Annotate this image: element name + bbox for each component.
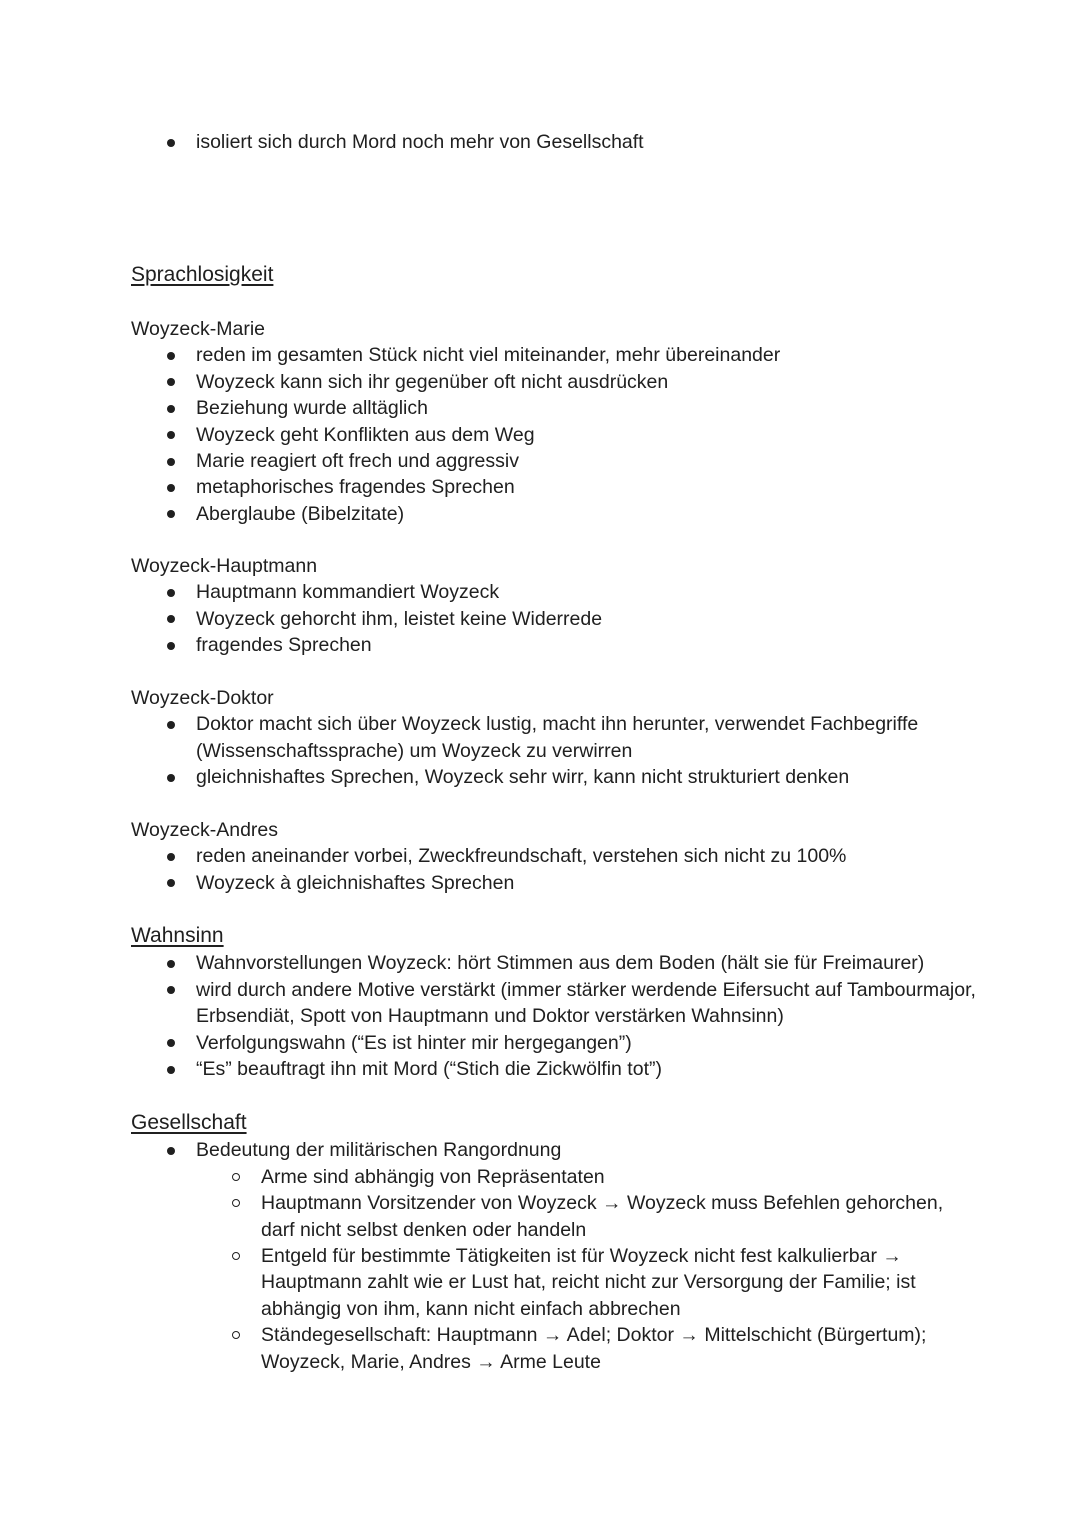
section-wahnsinn [131,923,980,1082]
list-item-text: Verfolgungswahn (“Es ist hinter mir hergegangen”) [196,1031,632,1054]
list-item [131,422,980,448]
bullet-icon [167,1066,175,1074]
list-item-text: Marie reagiert oft frech und aggressiv [196,450,519,473]
list-item [131,1030,980,1056]
list-item [131,606,980,632]
bullet-icon [167,986,175,994]
list-item [131,369,980,395]
list-item [131,764,980,790]
bullet-icon [167,378,175,386]
bullet-icon [167,853,175,861]
list-item [131,870,980,896]
list-item [131,448,980,474]
sub-list-item [131,1164,980,1190]
section-sprachlosigkeit-heading [131,262,980,288]
bullet-icon [167,1039,175,1047]
bullet-icon [167,458,175,466]
hollow-bullet-icon [232,1173,240,1181]
list-item-text: reden im gesamten Stück nicht viel miteinander, mehr übereinander [196,344,781,367]
bullet-icon [167,960,175,968]
list-item-text: fragendes Sprechen [196,634,372,657]
list-item-text: Doktor macht sich über Woyzeck lustig, macht ihn herunter, verwendet Fachbegriffe (Wissenschaftssprache) um Woyzeck zu verwirren [196,713,919,762]
list-item-text: Woyzeck kann sich ihr gegenüber oft nicht ausdrücken [196,370,669,393]
list-item [131,632,980,658]
list-item-text: Ständegesellschaft: Hauptmann → Adel; Doktor → Mittelschicht (Bürgertum); Woyzeck, Marie, Andres → Arme Leute [261,1324,927,1373]
section-heading: Gesellschaft [131,1111,247,1134]
list-item-text: metaphorisches fragendes Sprechen [196,476,515,499]
hollow-bullet-icon [232,1199,240,1207]
section-heading: Wahnsinn [131,924,224,947]
list-item [131,977,980,1030]
bullet-icon [167,352,175,360]
list-item-text: isoliert sich durch Mord noch mehr von Gesellschaft [196,131,644,153]
list-item-text: reden aneinander vorbei, Zweckfreundschaft, verstehen sich nicht zu 100% [196,845,847,868]
section-heading: Sprachlosigkeit [131,263,274,286]
bullet-icon [167,642,175,650]
hollow-bullet-icon [232,1331,240,1339]
top-list [131,129,980,155]
bullet-icon [167,1147,175,1155]
bullet-icon [167,615,175,623]
bullet-icon [167,879,175,887]
bullet-icon [167,774,175,782]
bullet-icon [167,721,175,729]
list-item-text: Aberglaube (Bibelzitate) [196,502,405,525]
bullet-icon [167,510,175,518]
list-item-text: Woyzeck à gleichnishaftes Sprechen [196,871,515,894]
list-item [131,501,980,527]
bullet-icon [167,405,175,413]
group-woyzeck-hauptmann [131,553,980,659]
group-title: Woyzeck-Andres [131,819,279,841]
group-woyzeck-doktor [131,685,980,791]
list-item-text: gleichnishaftes Sprechen, Woyzeck sehr wirr, kann nicht strukturiert denken [196,766,850,789]
list-item [131,342,980,368]
list-item [131,474,980,500]
list-item-text: Entgeld für bestimmte Tätigkeiten ist für Woyzeck nicht fest kalkulierbar → Hauptmann zahlt wie er Lust hat, reicht nicht zur Versorgung der Familie; ist abhängig von ihm, kann nicht einfach abbrechen [261,1245,916,1320]
list-item-text: “Es” beauftragt ihn mit Mord (“Stich die Zickwölfin tot”) [196,1058,662,1081]
list-item [131,843,980,869]
group-title: Woyzeck-Marie [131,318,265,340]
bullet-icon [167,431,175,439]
sub-list-item [131,1190,980,1243]
bullet-icon [167,484,175,492]
list-item-text: Hauptmann Vorsitzender von Woyzeck → Woyzeck muss Befehlen gehorchen, darf nicht selbst denken oder handeln [261,1192,944,1241]
list-item-text: Wahnvorstellungen Woyzeck: hört Stimmen aus dem Boden (hält sie für Freimaurer) [196,952,925,975]
list-item [131,1056,980,1082]
group-woyzeck-marie [131,316,980,527]
sub-list-item [131,1243,980,1322]
list-item-text: Woyzeck geht Konflikten aus dem Weg [196,423,535,446]
list-item-text: Beziehung wurde alltäglich [196,397,428,420]
list-item [131,395,980,421]
sub-list-item [131,1322,980,1375]
hollow-bullet-icon [232,1252,240,1260]
list-item [131,579,980,605]
bullet-icon [167,139,175,147]
group-woyzeck-andres [131,817,980,896]
list-item-text: Woyzeck gehorcht ihm, leistet keine Widerrede [196,607,603,630]
list-item-text: wird durch andere Motive verstärkt (immer stärker werdende Eifersucht auf Tambourmajor, Erbsendiät, Spott von Hauptmann und Doktor verstärken Wahnsinn) [196,978,976,1028]
group-title: Woyzeck-Doktor [131,687,274,709]
section-gesellschaft [131,1110,980,1375]
group-title: Woyzeck-Hauptmann [131,555,318,577]
bullet-icon [167,589,175,597]
list-item [131,711,980,764]
list-item [131,950,980,976]
list-item-text: Hauptmann kommandiert Woyzeck [196,581,500,604]
list-item [131,129,980,155]
list-item [131,1137,980,1163]
list-item-text: Bedeutung der militärischen Rangordnung [196,1139,562,1162]
list-item-text: Arme sind abhängig von Repräsentaten [261,1165,605,1188]
